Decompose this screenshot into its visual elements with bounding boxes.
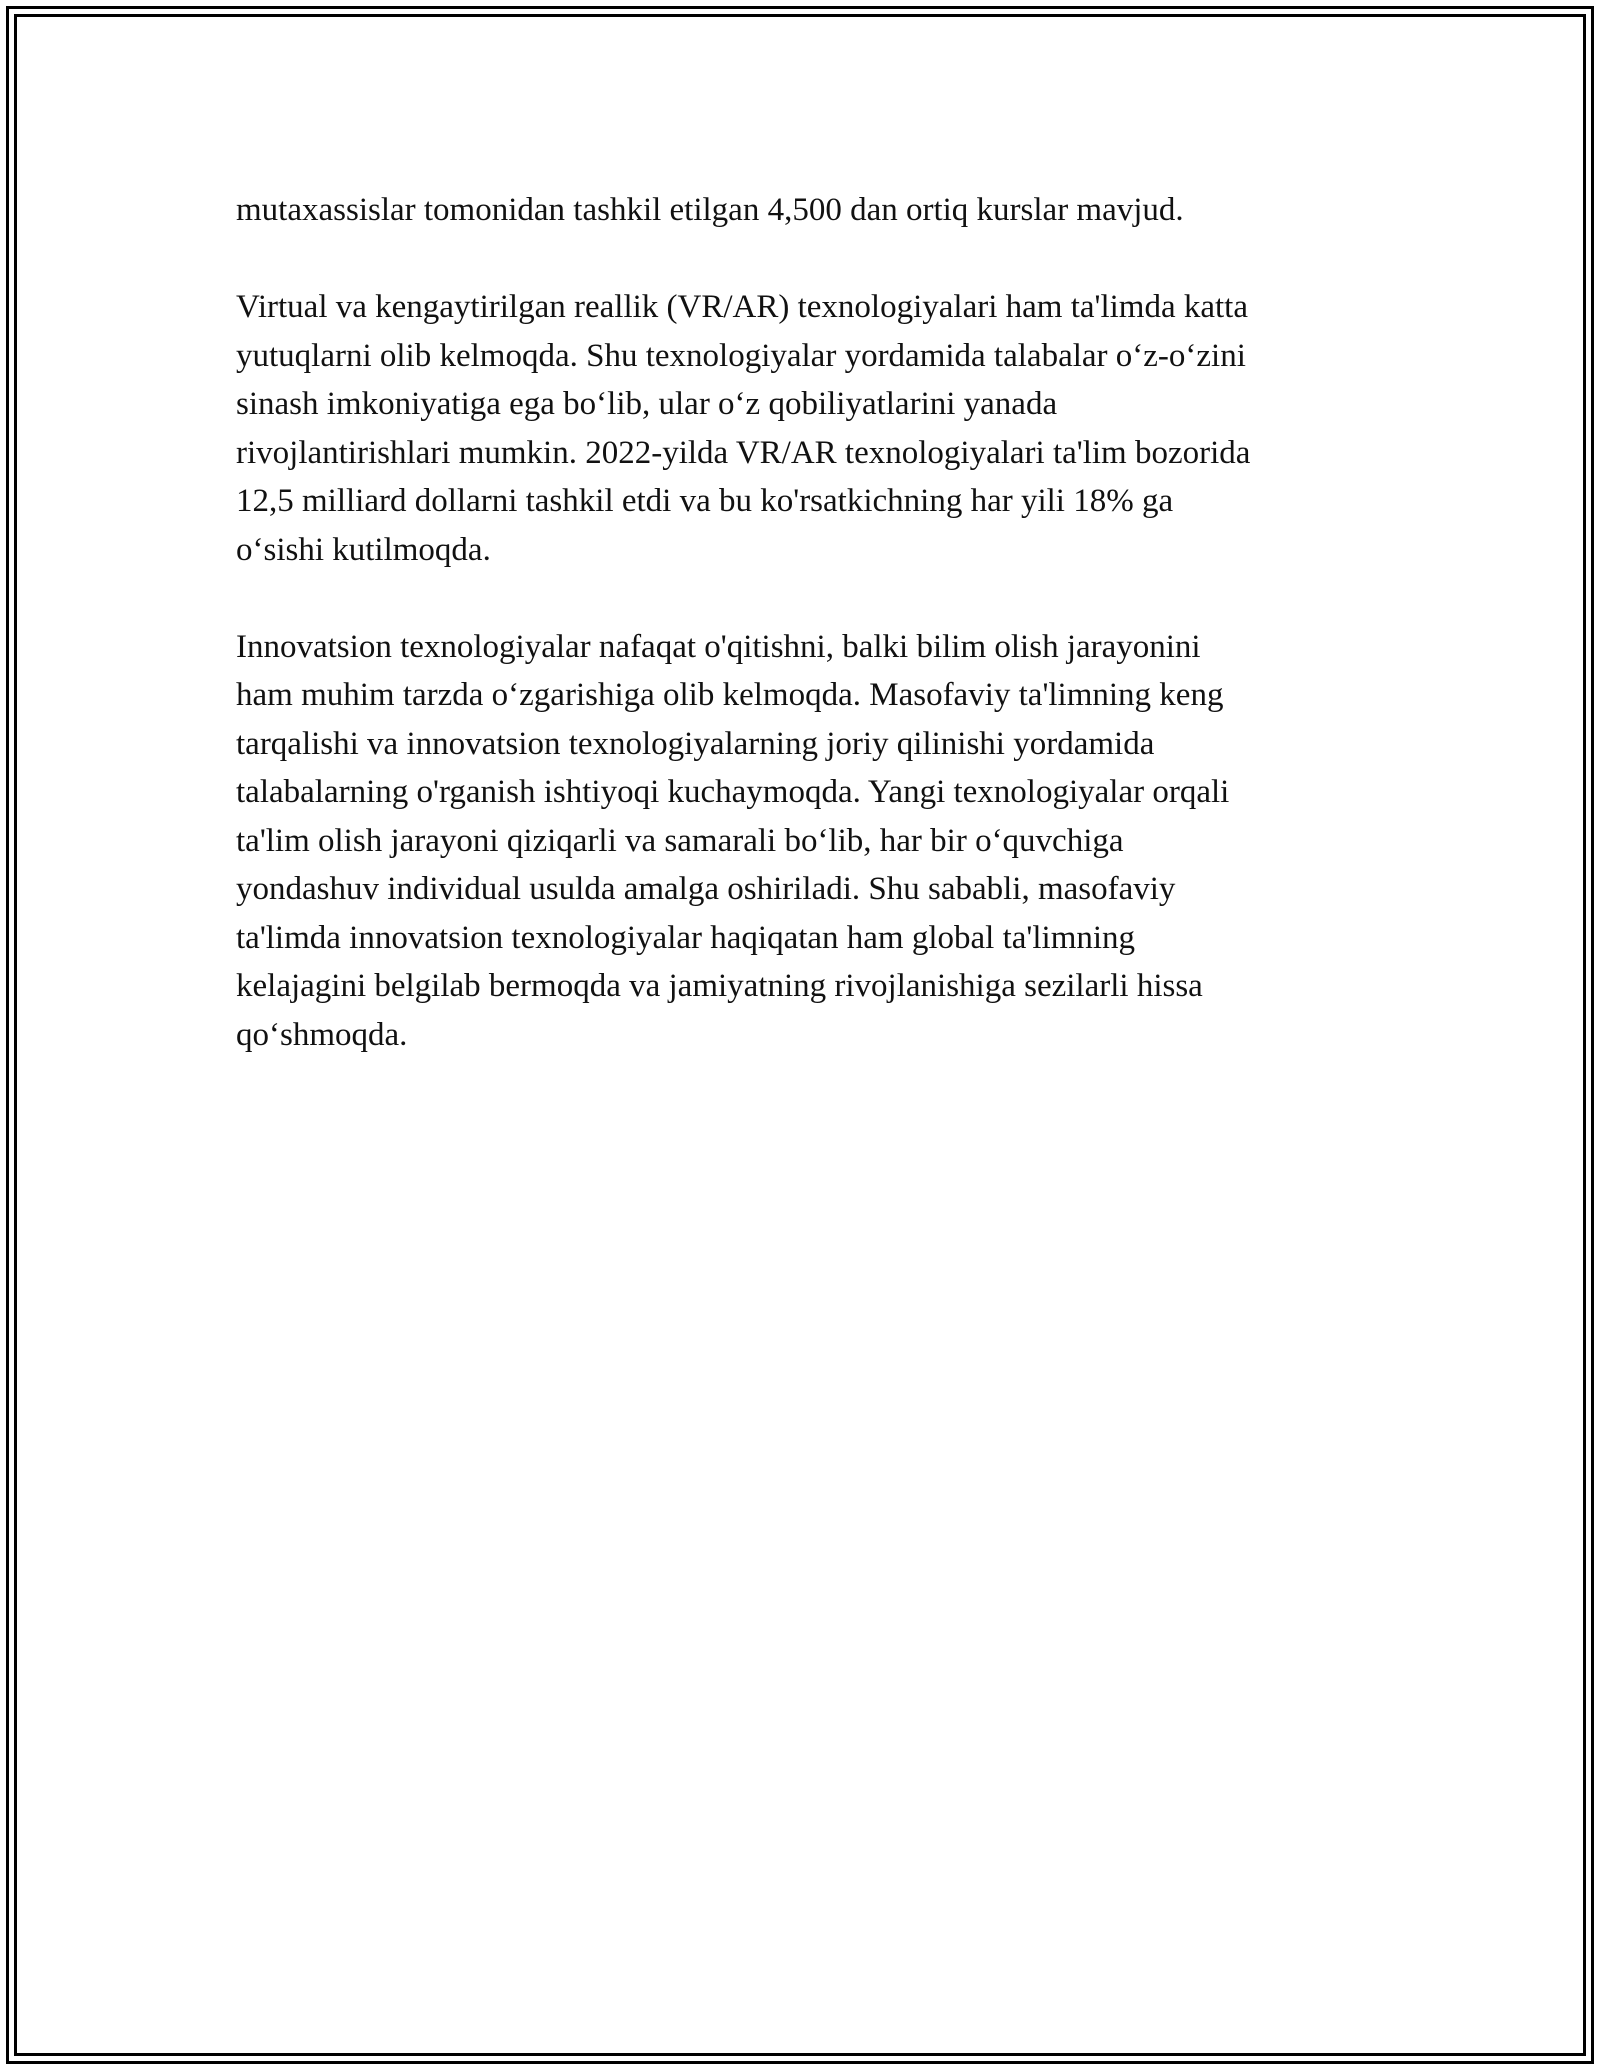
paragraph-1: mutaxassislar tomonidan tashkil etilgan 4,500 dan ortiq kurslar mavjud.	[236, 192, 1184, 228]
document-body	[236, 186, 1366, 1108]
paragraph-2: Virtual va kengaytirilgan reallik (VR/AR) texnologiyalari ham ta'limda katta yutuqlarni olib kelmoqda. Shu texnologiyalar yordamida talabalar o‘z-o‘zini sinash imkoniyatiga ega bo‘lib, ular o‘z qobiliyatlarini yanada rivojlantirishlari mumkin. 2022-yilda VR/AR texnologiyalari ta'lim bozorida 12,5 milliard dollarni tashkil etdi va bu ko'rsatkichning har yili 18% ga o‘sishi kutilmoqda.	[236, 289, 1251, 568]
paragraph-3: Innovatsion texnologiyalar nafaqat o'qitishni, balki bilim olish jarayonini ham muhim tarzda o‘zgarishiga olib kelmoqda. Masofaviy ta'limning keng tarqalishi va innovatsion texnologiyalarning joriy qilinishi yordamida talabalarning o'rganish ishtiyoqi kuchaymoqda. Yangi texnologiyalar orqali ta'lim olish jarayoni qiziqarli va samarali bo‘lib, har bir o‘quvchiga yondashuv individual usulda amalga oshiriladi. Shu sababli, masofaviy ta'limda innovatsion texnologiyalar haqiqatan ham global ta'limning kelajagini belgilab bermoqda va jamiyatning rivojlanishiga sezilarli hissa qo‘shmoqda.	[236, 628, 1230, 1053]
